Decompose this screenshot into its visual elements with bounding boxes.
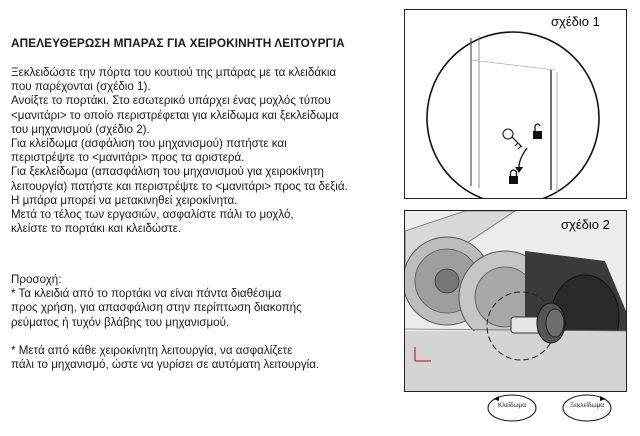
instruction-line: Για κλείδωμα (ασφάλιση του μηχανισμού) πατήστε και [11,136,287,150]
figure-1 [404,9,627,199]
note-line: προς χρήση, για απασφάλιση στην περίπτωση διακοπής [11,301,302,315]
page-title: ΑΠΕΛΕΥΘΕΡΩΣΗ ΜΠΑΡΑΣ ΓΙΑ ΧΕΙΡΟΚΙΝΗΤΗ ΛΕΙΤΟΥΡΓΙΑ [11,36,345,50]
instruction-line: που παρέχονται (σχέδιο 1). [11,80,151,94]
instruction-line: περιστρέψτε το <μανιτάρι> προς τα αριστερά. [11,151,245,165]
instruction-line: λειτουργία) πατήστε και περιστρέψτε το <μανιτάρι> προς τα δεξιά. [11,179,348,193]
figure-2-label: σχέδιο 2 [561,217,610,232]
figure-2-drawing [405,211,626,391]
lock-direction-diagram [485,390,539,424]
caution-notes [11,273,319,372]
note-line: * Τα κλειδιά από το πορτάκι να είναι πάντα διαθέσιμα [11,287,282,301]
lock-label: Κλείδωμα [497,402,527,409]
instruction-line: Ανοίξτε το πορτάκι. Στο εσωτερικό υπάρχει ένας μοχλός τύπου [11,94,331,108]
caution-heading: Προσοχή: [11,273,62,286]
instructions [11,66,348,236]
spacer [11,330,319,344]
unlock-direction-diagram [560,390,614,424]
note-line: πάλι το μηχανισμό, ώστε να γυρίσει σε αυτόματη λειτουργία. [11,358,320,372]
instruction-line: κλείστε το πορτάκι και κλειδώστε. [11,222,182,236]
unlock-label: Ξεκλείδωμα [569,402,605,409]
instruction-line: Για ξεκλείδωμα (απασφάλιση του μηχανισμού για χειροκίνητη [11,165,324,179]
instruction-line: <μανιτάρι> το οποίο περιστρέφεται για κλείδωμα και ξεκλείδωμα [11,108,339,122]
instruction-line: του μηχανισμού (σχέδιο 2). [11,122,150,136]
note-line: ρεύματος ή τυχόν βλάβης του μηχανισμού. [11,315,230,329]
note-line: * Μετά από κάθε χειροκίνητη λειτουργία, να ασφαλίζετε [11,343,293,357]
figure-1-label: σχέδιο 1 [551,14,600,29]
figure-1-drawing [405,10,626,198]
instruction-line: Η μπάρα μπορεί να μετακινηθεί χειροκίνητα. [11,193,238,207]
instruction-line: Μετά το τέλος των εργασιών, ασφαλίστε πάλι το μοχλό, [11,207,294,221]
figure-2 [404,210,627,392]
instruction-line: Ξεκλειδώστε την πόρτα του κουτιού της μπάρας με τα κλειδάκια [11,66,337,79]
